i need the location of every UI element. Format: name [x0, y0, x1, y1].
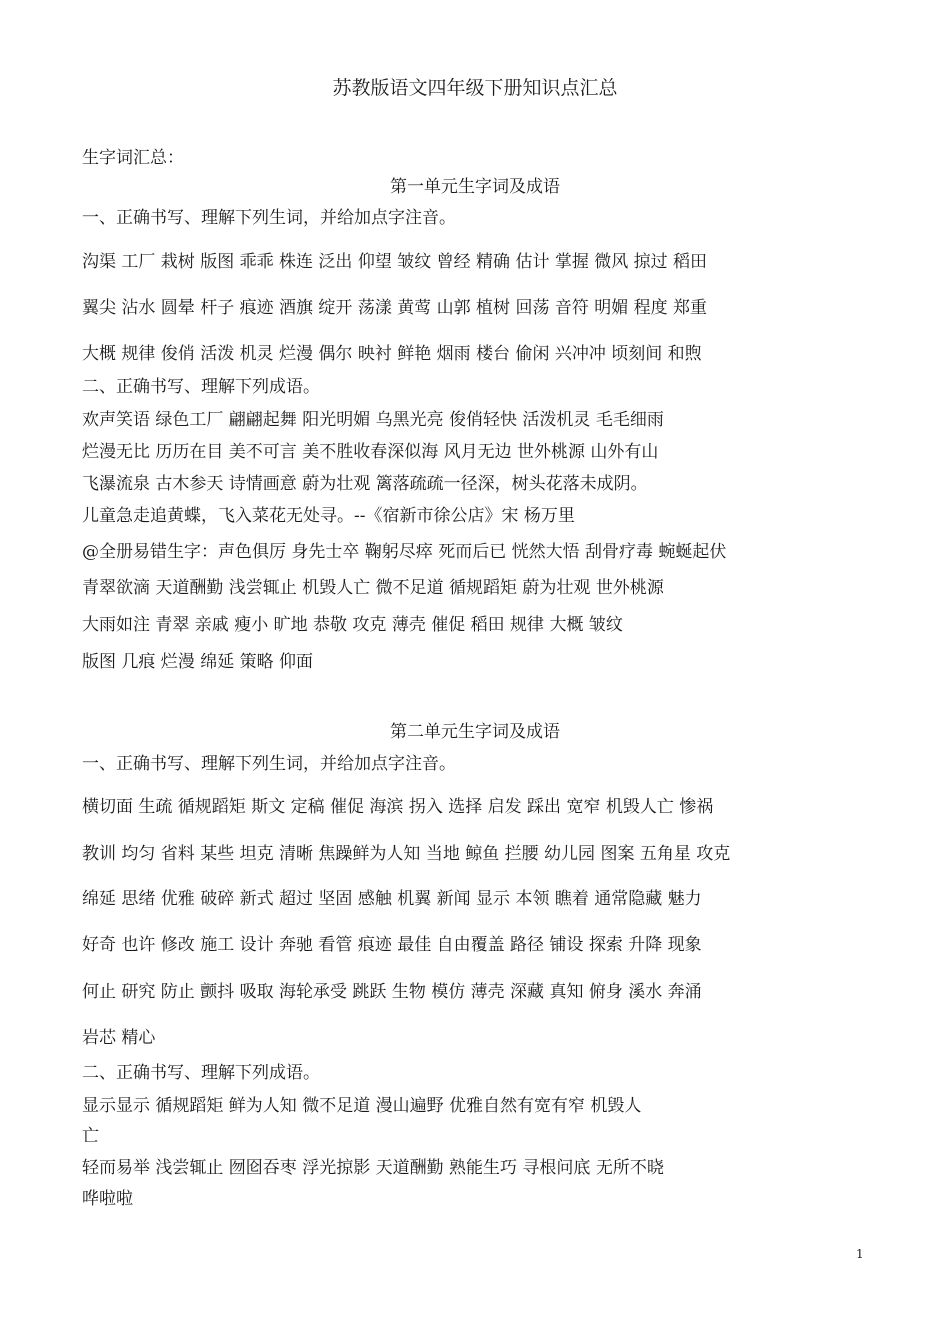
intro-label: 生字词汇总：	[82, 148, 184, 168]
unit2-idioms-wrap: 哗啦啦	[82, 1189, 133, 1209]
unit1-heading: 第一单元生字词及成语	[390, 177, 560, 197]
unit1-idioms-row: 烂漫无比 历历在目 美不可言 美不胜收春深似海 风月无边 世外桃源 山外有山	[82, 442, 659, 462]
error-words-row: 版图 几痕 烂漫 绵延 策略 仰面	[82, 652, 314, 672]
unit2-words-row: 绵延 思绪 优雅 破碎 新式 超过 坚固 感触 机翼 新闻 显示 本领 瞧着 通常隐藏 魅力	[82, 889, 702, 909]
unit2-idioms-wrap: 亡	[82, 1126, 99, 1146]
error-words-row: 大雨如注 青翠 亲戚 瘦小 旷地 恭敬 攻克 薄壳 催促 稻田 规律 大概 皱纹	[82, 615, 623, 635]
unit1-words-row: 翼尖 沾水 圆晕 杆子 痕迹 酒旗 绽开 荡漾 黄莺 山郭 植树 回荡 音符 明媚 程度 郑重	[82, 298, 708, 318]
unit2-idioms-row: 轻而易举 浅尝辄止 囫囵吞枣 浮光掠影 天道酬勤 熟能生巧 寻根问底 无所不晓	[82, 1158, 664, 1178]
unit2-heading: 第二单元生字词及成语	[390, 722, 560, 742]
unit2-task2: 二、正确书写、理解下列成语。	[82, 1063, 320, 1083]
unit1-idioms-row: 欢声笑语 绿色工厂 翩翩起舞 阳光明媚 乌黑光亮 俊俏轻快 活泼机灵 毛毛细雨	[82, 410, 664, 430]
unit2-words-row: 横切面 生疏 循规蹈矩 斯文 定稿 催促 海滨 拐入 选择 启发 踩出 宽窄 机毁人亡 惨祸	[82, 797, 714, 817]
unit2-words-row: 岩芯 精心	[82, 1028, 156, 1048]
unit2-task1: 一、正确书写、理解下列生词，并给加点字注音。	[82, 754, 456, 774]
unit1-task1: 一、正确书写、理解下列生词，并给加点字注音。	[82, 208, 456, 228]
error-words-row: @全册易错生字：声色俱厉 身先士卒 鞠躬尽瘁 死而后已 恍然大悟 刮骨疗毒 蜿蜒起伏	[82, 542, 727, 562]
unit2-words-row: 何止 研究 防止 颤抖 吸取 海轮承受 跳跃 生物 模仿 薄壳 深藏 真知 俯身 溪水 奔涌	[82, 982, 702, 1002]
unit2-words-row: 教训 均匀 省料 某些 坦克 清晰 焦躁鲜为人知 当地 鲸鱼 拦腰 幼儿园 图案 五角星 攻克	[82, 844, 731, 864]
unit2-words-row: 好奇 也许 修改 施工 设计 奔驰 看管 痕迹 最佳 自由覆盖 路径 铺设 探索 升降 现象	[82, 935, 702, 955]
unit2-idioms-row: 显示显示 循规蹈矩 鲜为人知 微不足道 漫山遍野 优雅自然有宽有窄 机毁人	[82, 1096, 642, 1116]
unit1-idioms-row: 飞瀑流泉 古木参天 诗情画意 蔚为壮观 篱落疏疏一径深，树头花落未成阴。	[82, 474, 648, 494]
poem-line: 儿童急走追黄蝶，飞入菜花无处寻。--《宿新市徐公店》宋 杨万里	[82, 506, 575, 526]
page-title: 苏教版语文四年级下册知识点汇总	[332, 77, 618, 99]
page-number: 1	[856, 1247, 864, 1261]
error-words-row: 青翠欲滴 天道酬勤 浅尝辄止 机毁人亡 微不足道 循规蹈矩 蔚为壮观 世外桃源	[82, 578, 664, 598]
unit1-words-row: 沟渠 工厂 栽树 版图 乖乖 株连 泛出 仰望 皱纹 曾经 精确 估计 掌握 微风 掠过 稻田	[82, 252, 708, 272]
unit1-words-row: 大概 规律 俊俏 活泼 机灵 烂漫 偶尔 映衬 鲜艳 烟雨 楼台 偷闲 兴冲冲 顷刻间 和煦	[82, 344, 702, 364]
unit1-task2: 二、正确书写、理解下列成语。	[82, 377, 320, 397]
